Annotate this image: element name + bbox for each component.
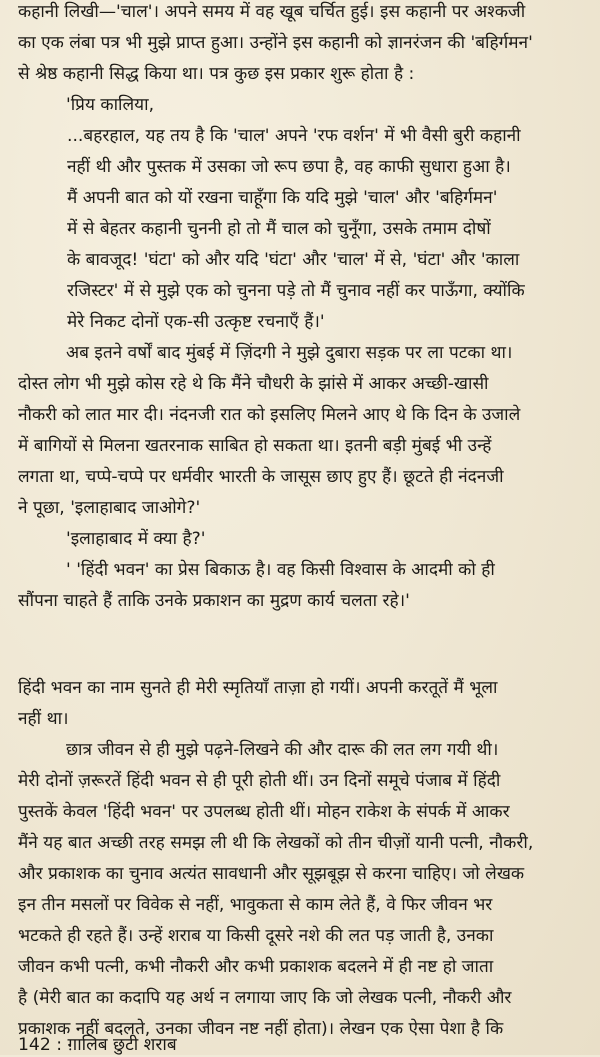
text-line: इन तीन मसलों पर विवेक से नहीं, भावुकता से काम लेते हैं, वे फिर जीवन भर — [18, 895, 493, 915]
text-line: पुस्तकें केवल 'हिंदी भवन' पर उपलब्ध होती थीं। मोहन राकेश के संपर्क में आकर — [18, 802, 510, 822]
dialogue-line: सौंपना चाहते हैं ताकि उनके प्रकाशन का मुद्रण कार्य चलता रहे।' — [18, 591, 410, 611]
dialogue-line: ' 'हिंदी भवन' का प्रेस बिकाऊ है। वह किसी विश्वास के आदमी को ही — [66, 560, 495, 580]
text-line: का एक लंबा पत्र भी मुझे प्राप्त हुआ। उन्होंने इस कहानी को ज्ञानरंजन की 'बहिर्गमन' — [18, 33, 533, 53]
text-line: भटकते ही रहते हैं। उन्हें शराब या किसी दूसरे नशे की लत पड़ जाती है, उनका — [18, 926, 494, 946]
text-line: प्रकाशक नहीं बदलते, उनका जीवन नष्ट नहीं होता)। लेखन एक ऐसा पेशा है कि — [18, 1019, 504, 1039]
text-line: और प्रकाशक का चुनाव अत्यंत सावधानी और सूझबूझ से करना चाहिए। जो लेखक — [18, 864, 525, 884]
text-line: अब इतने वर्षों बाद मुंबई में ज़िंदगी ने मुझे दुबारा सड़क पर ला पटका था। — [66, 343, 513, 363]
text-line: मैंने यह बात अच्छी तरह समझ ली थी कि लेखकों को तीन चीज़ों यानी पत्नी, नौकरी, — [18, 833, 534, 853]
letter-line: के बावजूद! 'घंटा' को और यदि 'घंटा' और 'चाल' में से, 'घंटा' और 'काला — [67, 250, 520, 270]
text-line: कहानी लिखी—'चाल'। अपने समय में वह खूब चर्चित हुई। इस कहानी पर अश्कजी — [18, 2, 526, 22]
text-line: है (मेरी बात का कदापि यह अर्थ न लगाया जाए कि जो लेखक पत्नी, नौकरी और — [18, 988, 512, 1008]
text-line: में बागियों से मिलना खतरनाक साबित हो सकता था। इतनी बड़ी मुंबई भी उन्हें — [18, 436, 492, 456]
letter-salutation: 'प्रिय कालिया, — [66, 95, 155, 115]
letter-line: नहीं थी और पुस्तक में उसका जो रूप छपा है, वह काफी सुधारा हुआ है। — [67, 157, 511, 177]
text-line: जीवन कभी पत्नी, कभी नौकरी और कभी प्रकाशक बदलने में ही नष्ट हो जाता — [18, 957, 494, 977]
letter-line: मैं अपनी बात को यों रखना चाहूँगा कि यदि मुझे 'चाल' और 'बहिर्गमन' — [67, 188, 498, 208]
text-line: ने पूछा, 'इलाहाबाद जाओगे?' — [18, 498, 201, 518]
page-footer: 142 : ग़ालिब छुटी शराब — [18, 1035, 177, 1055]
text-line: नहीं था। — [18, 709, 69, 729]
text-line: नौकरी को लात मार दी। नंदनजी रात को इसलिए मिलने आए थे कि दिन के उजाले — [18, 405, 521, 425]
letter-line: मेरे निकट दोनों एक-सी उत्कृष्ट रचनाएँ हैं।' — [67, 312, 325, 332]
text-line: लगता था, चप्पे-चप्पे पर धर्मवीर भारती के जासूस छाए हुए हैं। छूटते ही नंदनजी — [18, 467, 504, 487]
letter-line: रजिस्टर' में से मुझे एक को चुनना पड़े तो मैं चुनाव नहीं कर पाऊँगा, क्योंकि — [67, 281, 525, 301]
text-line: हिंदी भवन का नाम सुनते ही मेरी स्मृतियाँ ताज़ा हो गयीं। अपनी करतूतें मैं भूला — [18, 678, 498, 698]
dialogue-line: 'इलाहाबाद में क्या है?' — [66, 529, 206, 549]
text-line: दोस्त लोग भी मुझे कोस रहे थे कि मैंने चौधरी के झांसे में आकर अच्छी-खासी — [18, 374, 489, 394]
text-line: मेरी दोनों ज़रूरतें हिंदी भवन से ही पूरी होती थीं। उन दिनों समूचे पंजाब में हिंदी — [18, 771, 501, 791]
text-line: से श्रेष्ठ कहानी सिद्ध किया था। पत्र कुछ इस प्रकार शुरू होता है : — [18, 64, 415, 84]
letter-line: में से बेहतर कहानी चुननी हो तो मैं चाल को चुनूँगा, उसके तमाम दोषों — [67, 219, 491, 239]
letter-line: ...बहरहाल, यह तय है कि 'चाल' अपने 'रफ वर्शन' में भी वैसी बुरी कहानी — [67, 126, 521, 146]
text-line: छात्र जीवन से ही मुझे पढ़ने-लिखने की और दारू की लत लग गयी थी। — [66, 740, 499, 760]
